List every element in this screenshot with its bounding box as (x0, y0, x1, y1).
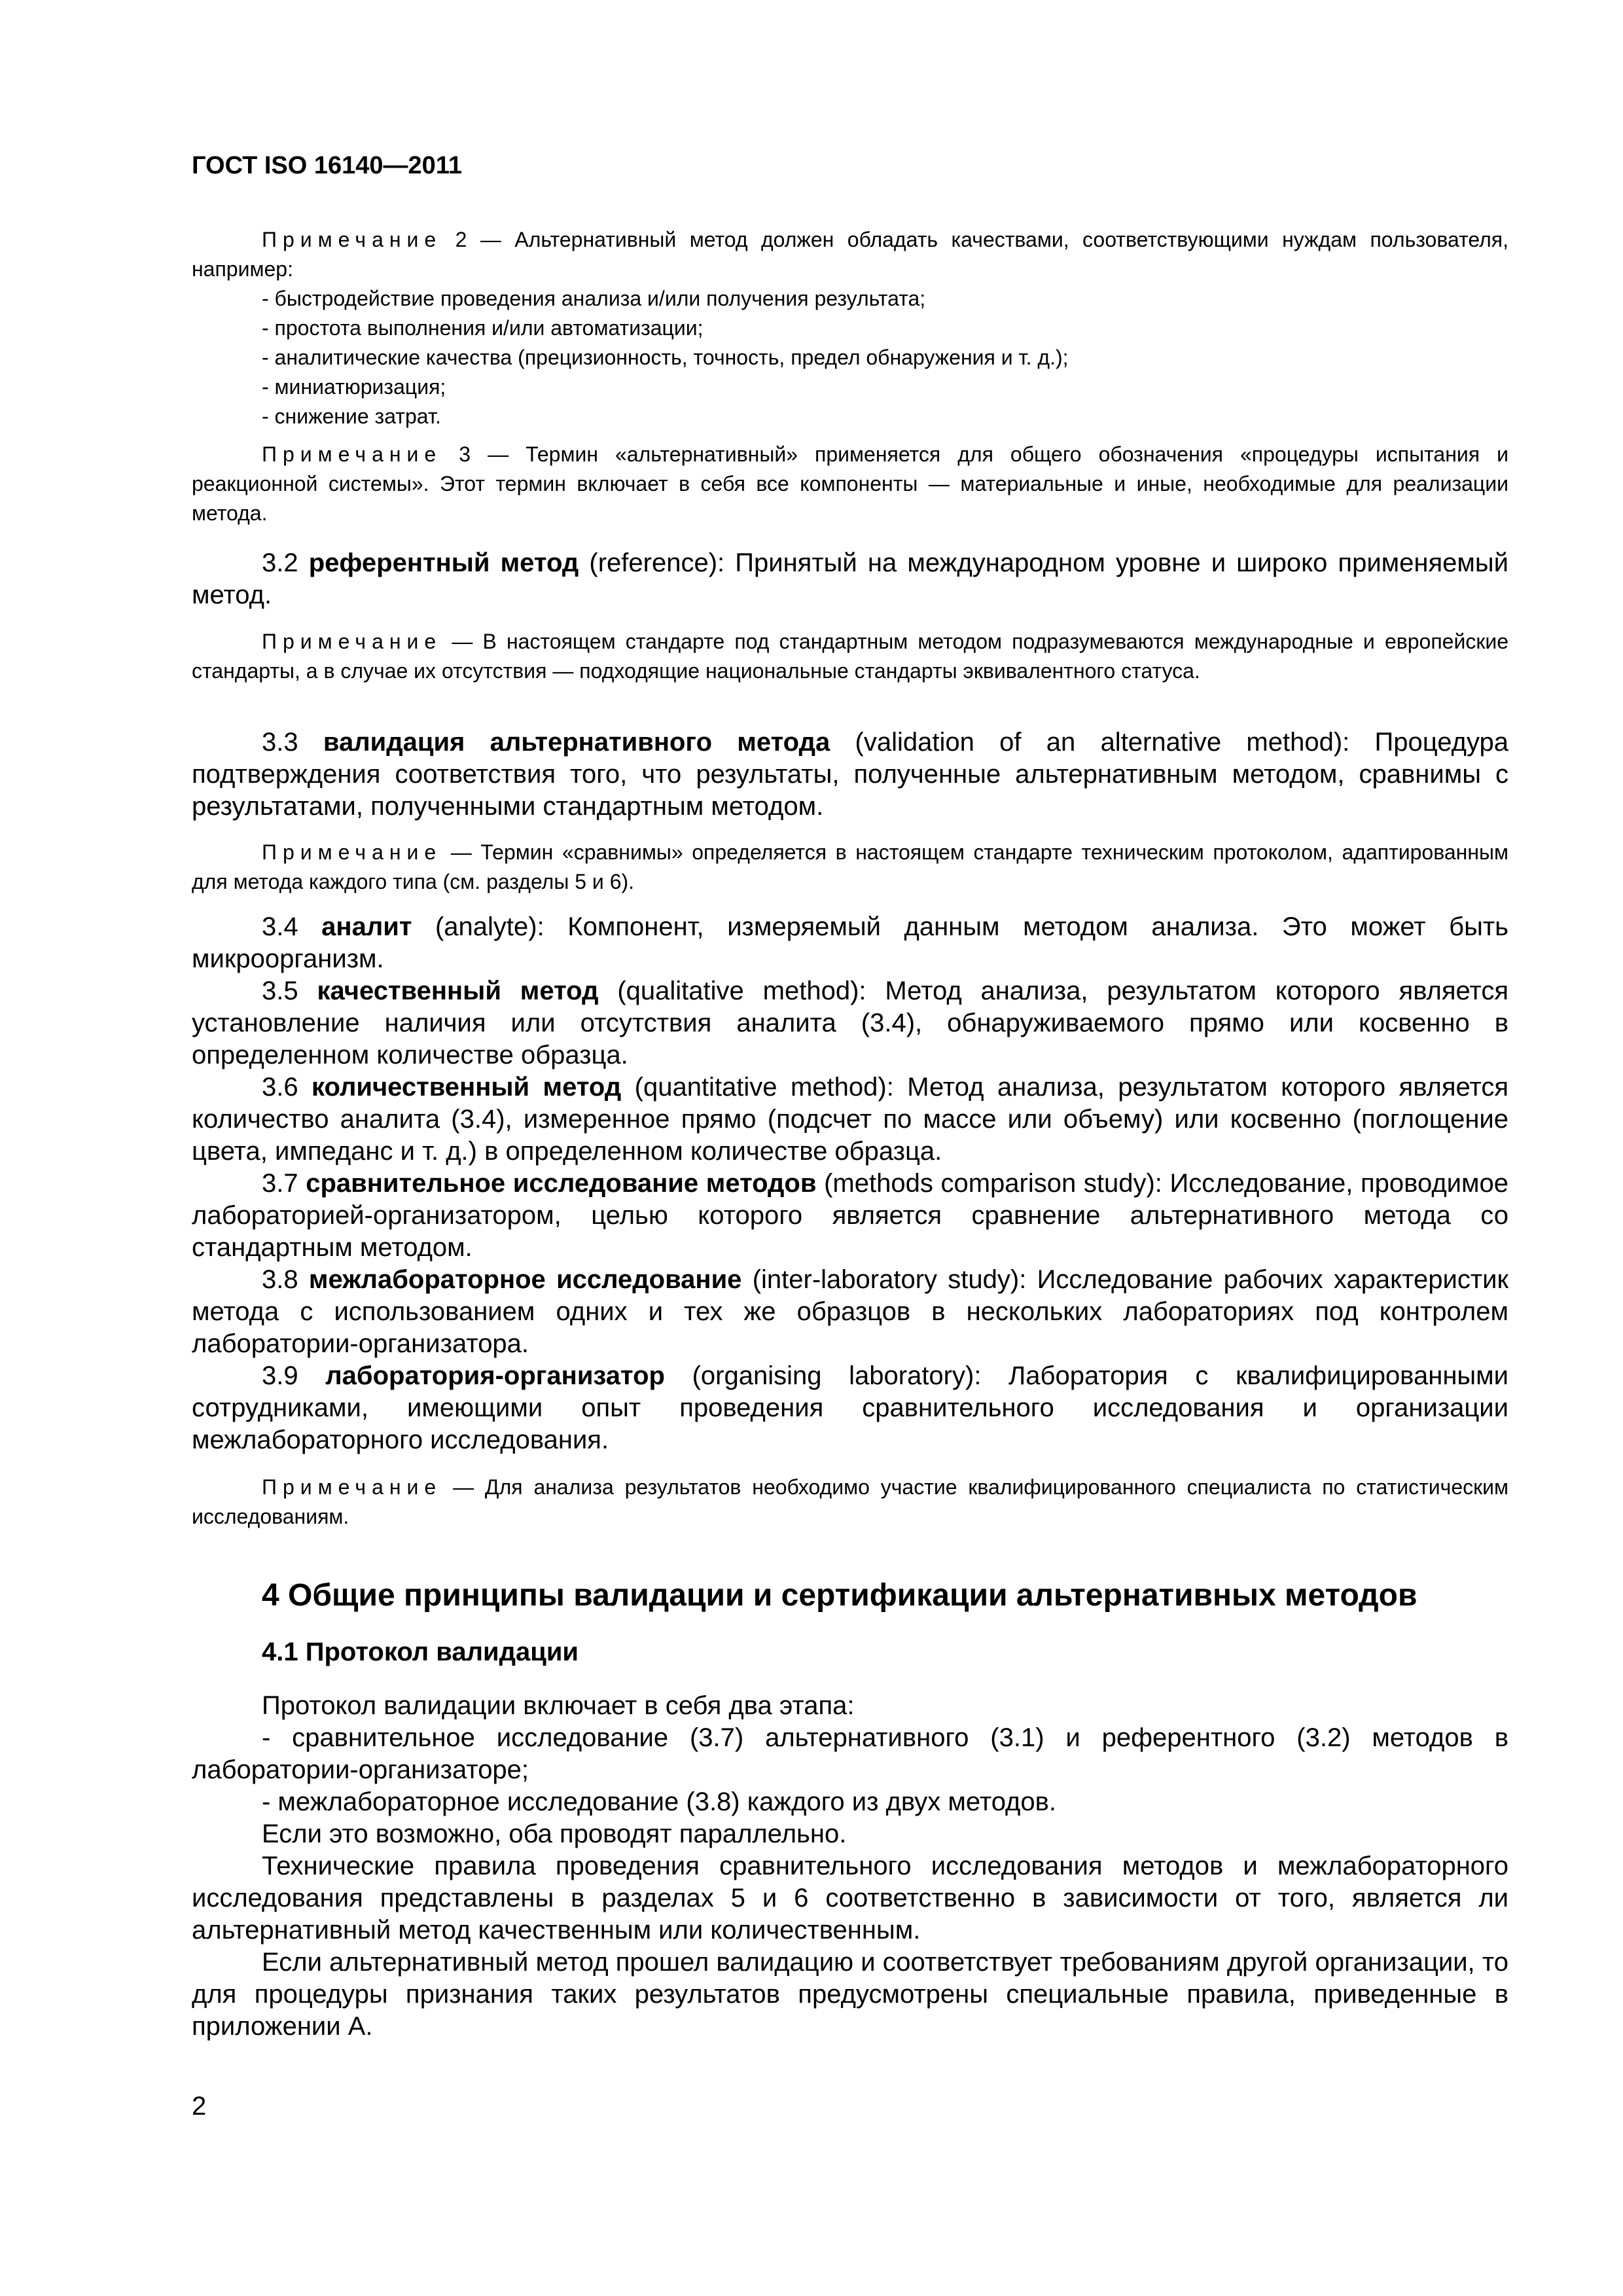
def-term: количественный метод (312, 1073, 622, 1102)
def-text: (quantitative method): Метод анализа, результатом которого является количество аналита (3.4), измеренное прямо (подсчет по массе или объему) или косвенно (поглощение цвета, импеданс и т. д.) в определенном количестве образца. (192, 1073, 1509, 1166)
note-2 (192, 225, 1508, 431)
note-3-9 (192, 1473, 1508, 1532)
def-number: 3.6 (262, 1073, 312, 1102)
definitions-3-4-to-3-9 (192, 911, 1508, 1456)
paragraph: - межлабораторное исследование (3.8) каждого из двух методов. (262, 1787, 1057, 1816)
def-number: 3.5 (262, 977, 317, 1005)
def-term: аналит (321, 912, 412, 941)
paragraph: Если это возможно, оба проводят параллельно. (262, 1820, 847, 1848)
definition-3-2 (192, 547, 1508, 611)
note-label: Примечание (262, 1475, 442, 1499)
note-label: Примечание (262, 442, 442, 466)
definition-3-9 (192, 1360, 1508, 1456)
def-text: (inter-laboratory study): Исследование рабочих характеристик метода с использованием одних и тех же образцов в нескольких лабораториях под контролем лаборатории-организатора. (192, 1265, 1508, 1358)
document-page (192, 0, 1508, 2296)
def-text: (validation of an alternative method): Процедура подтверждения соответствия того, что результаты, полученные альтернативным методом, сравнимы с результатами, полученными стандартным методом. (192, 728, 1509, 821)
note-text: — В настоящем стандарте под стандартным методом подразумеваются международные и европейские стандарты, а в случае их отсутствия — подходящие национальные стандарты эквивалентного статуса. (192, 630, 1508, 683)
def-term: референтный метод (308, 548, 579, 577)
note-3-2 (192, 627, 1508, 686)
def-text: (methods comparison study): Исследование, проводимое лабораторией-организатором, целью которого является сравнение альтернативного метода со стандартным методом. (192, 1169, 1509, 1262)
definition-3-7 (192, 1168, 1508, 1264)
note-3 (192, 440, 1508, 528)
note-item: - простота выполнения и/или автоматизации; (262, 316, 704, 340)
paragraph: Если альтернативный метод прошел валидацию и соответствует требованиям другой организации, то для процедуры признания таких результатов предусмотрены специальные правила, приведенные в приложении А. (192, 1948, 1508, 2041)
def-term: качественный метод (317, 977, 599, 1005)
subsection-4-1-heading-block (192, 1638, 1508, 1667)
def-number: 3.8 (262, 1265, 309, 1294)
note-label: Примечание (262, 840, 442, 864)
paragraph: - сравнительное исследование (3.7) альтернативного (3.1) и референтного (3.2) методов в лаборатории-организаторе; (192, 1723, 1508, 1784)
note-text: 3 — Термин «альтернативный» применяется для общего обозначения «процедуры испытания и реакционной системы». Этот термин включает в себя все компоненты — материальные и иные, необходимые для реализации метода. (192, 442, 1508, 525)
note-label: Примечание (262, 228, 442, 251)
definition-3-5 (192, 975, 1508, 1071)
note-item: - снижение затрат. (262, 404, 441, 428)
note-item: - миниатюризация; (262, 375, 446, 399)
def-number: 3.2 (262, 548, 309, 577)
def-term: лаборатория-организатор (325, 1361, 665, 1390)
section-4-1-body (192, 1690, 1508, 2043)
subsection-heading: 4.1 Протокол валидации (262, 1638, 579, 1666)
definition-3-8 (192, 1264, 1508, 1360)
def-term: межлабораторное исследование (308, 1265, 742, 1294)
note-text: 2 — Альтернативный метод должен обладать качествами, соответствующими нуждам пользователя, например: (192, 228, 1508, 281)
def-number: 3.4 (262, 912, 322, 941)
page-number: 2 (192, 2092, 207, 2121)
def-text: (qualitative method): Метод анализа, результатом которого является установление наличия или отсутствия аналита (3.4), обнаруживаемого прямо или косвенно в определенном количестве образца. (192, 977, 1508, 1069)
def-term: валидация альтернативного метода (323, 728, 830, 757)
def-text: (organising laboratory): Лаборатория с квалифицированными сотрудниками, имеющими опыт проведения сравнительного исследования и организации межлабораторного исследования. (192, 1361, 1509, 1454)
def-term: сравнительное исследование методов (306, 1169, 817, 1198)
definition-3-4 (192, 911, 1508, 975)
def-number: 3.7 (262, 1169, 306, 1198)
paragraph: Технические правила проведения сравнительного исследования методов и межлабораторного исследования представлены в разделах 5 и 6 соответственно в зависимости от того, является ли альтернативный метод качественным или количественным. (192, 1852, 1508, 1945)
section-heading: 4 Общие принципы валидации и сертификации альтернативных методов (262, 1578, 1418, 1613)
def-number: 3.9 (262, 1361, 326, 1390)
def-text: (reference): Принятый на международном уровне и широко применяемый метод. (192, 548, 1508, 609)
definition-3-3 (192, 726, 1508, 823)
def-text: (analyte): Компонент, измеряемый данным методом анализа. Это может быть микроорганизм. (192, 912, 1508, 973)
note-item: - аналитические качества (прецизионность, точность, предел обнаружения и т. д.); (262, 346, 1069, 369)
definition-3-6 (192, 1071, 1508, 1168)
def-number: 3.3 (262, 728, 323, 757)
note-3-3 (192, 838, 1508, 897)
note-text: — Термин «сравнимы» определяется в настоящем стандарте техническим протоколом, адаптированным для метода каждого типа (см. разделы 5 и 6). (192, 840, 1508, 893)
paragraph: Протокол валидации включает в себя два этапа: (262, 1691, 855, 1720)
document-header: ГОСТ ISO 16140—2011 (192, 152, 462, 179)
note-label: Примечание (262, 630, 442, 653)
note-item: - быстродействие проведения анализа и/или получения результата; (262, 287, 926, 310)
note-text: — Для анализа результатов необходимо участие квалифицированного специалиста по статистическим исследованиям. (192, 1475, 1508, 1528)
section-4-heading-block (192, 1577, 1508, 1613)
